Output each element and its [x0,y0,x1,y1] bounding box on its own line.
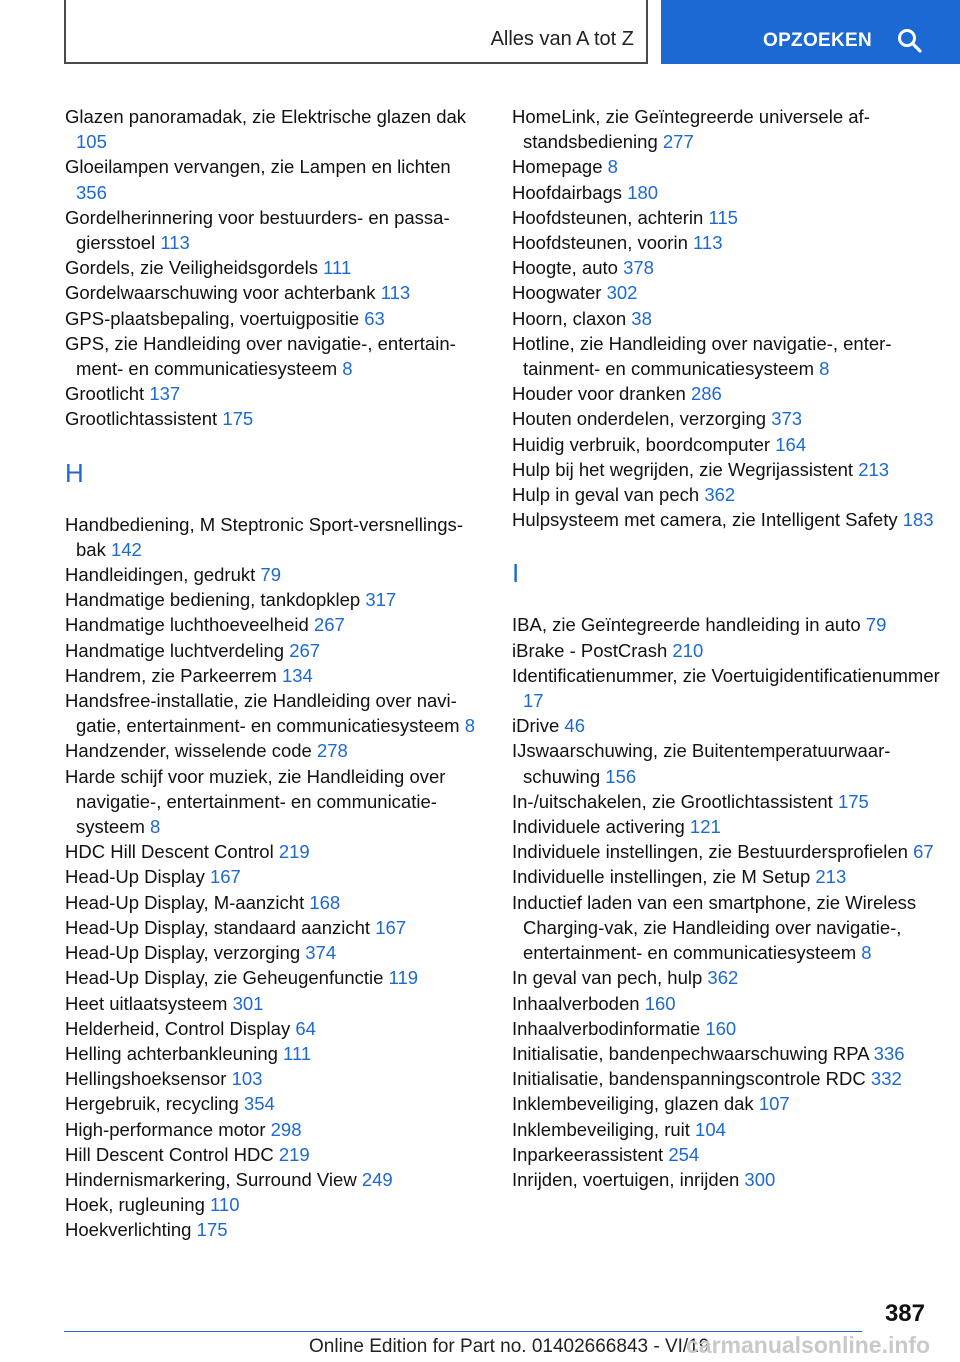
edition-text: Online Edition for Part no. 01402666843 - VI/19 [309,1336,710,1357]
page-link[interactable]: 298 [270,1118,302,1140]
page-link[interactable]: 267 [289,639,321,661]
entry-term: Handbediening, M Steptronic Sport-versnellingsbak [65,513,463,560]
page-link[interactable]: 167 [209,866,241,888]
entry-term: Heet uitlaatsysteem [65,992,228,1014]
entry-term: Gloeilampen vervangen, zie Lampen en lichten [65,156,451,178]
index-entry[interactable] [65,1091,485,1116]
page-link[interactable]: 219 [278,841,310,863]
page-link[interactable]: 219 [278,1143,310,1165]
index-entry[interactable] [65,154,485,204]
entry-term: GPS, zie Handleiding over navigatie-, entertainment- en communicatiesysteem [65,332,456,380]
index-entry[interactable] [65,940,485,965]
entry-term: Inparkeerassistent [512,1143,664,1165]
page-link[interactable]: 8 [150,816,161,838]
index-entry[interactable] [512,713,940,738]
entry-term: Handmatige luchthoeveelheid [65,614,309,636]
entry-list [65,512,485,1243]
entry-term: Hellingshoeksensor [65,1068,227,1090]
index-entry[interactable] [65,280,485,305]
page-link[interactable]: 213 [858,458,890,480]
page-link[interactable]: 134 [281,664,313,686]
entry-term: iBrake - PostCrash [512,639,668,661]
index-entry[interactable] [512,154,940,179]
page-link[interactable]: 111 [283,1042,312,1064]
index-entry[interactable] [512,104,940,154]
entry-term: Helderheid, Control Display [65,1017,291,1039]
index-entry[interactable] [512,381,940,406]
page-link[interactable]: 210 [672,639,704,661]
entry-term: Hotline, zie Handleiding over navigatie-, entertainment- en communicatiesysteem [512,332,892,380]
index-entry[interactable] [512,180,940,205]
page-link[interactable]: 160 [644,992,676,1014]
index-entry[interactable] [65,1192,485,1217]
entry-term: Inhaalverbodinformatie [512,1017,701,1039]
page-link[interactable]: 278 [316,740,348,762]
page-link[interactable]: 362 [704,484,736,506]
page-link[interactable]: 183 [902,509,934,531]
entry-term: Individuele instellingen, zie Bestuurdersprofielen [512,841,908,863]
page-link[interactable]: 354 [243,1093,275,1115]
index-column-left [65,104,485,1243]
index-entry[interactable] [65,306,485,331]
index-entry[interactable] [512,1117,940,1142]
index-entry[interactable] [512,814,940,839]
index-entry[interactable] [512,432,940,457]
index-entry[interactable] [65,764,485,840]
entry-term: Head-Up Display, verzorging [65,942,301,964]
entry-list [65,104,485,432]
entry-term: Gordelwaarschuwing voor achterbank [65,282,376,304]
entry-list [512,104,940,532]
index-entry[interactable] [512,965,940,990]
index-entry[interactable] [65,638,485,663]
page-link[interactable]: 142 [110,538,142,560]
index-entry[interactable] [65,381,485,406]
entry-term: Hoek, rugleuning [65,1194,205,1216]
entry-term: Head-Up Display, zie Geheugenfunctie [65,967,384,989]
page-link[interactable]: 46 [564,715,585,737]
page-link[interactable]: 362 [707,967,739,989]
page-link[interactable]: 8 [342,358,353,380]
index-entry[interactable] [512,205,940,230]
page-link[interactable]: 107 [758,1093,790,1115]
page-link[interactable]: 156 [605,765,637,787]
entry-term: In-/uitschakelen, zie Grootlichtassistent [512,790,833,812]
page-link[interactable]: 175 [837,790,869,812]
index-entry[interactable] [65,991,485,1016]
index-entry[interactable] [65,406,485,431]
search-icon [897,28,923,54]
page-link[interactable]: 267 [313,614,345,636]
index-entry[interactable] [512,1041,940,1066]
page-link[interactable]: 103 [231,1068,263,1090]
page-link[interactable]: 67 [913,841,934,863]
index-entry[interactable] [512,255,940,280]
entry-term: Head-Up Display, standaard aanzicht [65,916,371,938]
entry-term: Inhaalverboden [512,992,640,1014]
page-link[interactable]: 254 [668,1143,700,1165]
page-link[interactable]: 374 [305,942,337,964]
index-entry[interactable] [65,1142,485,1167]
page-link[interactable]: 175 [222,408,254,430]
index-entry[interactable] [512,406,940,431]
section-label: Alles van A tot Z [490,28,634,50]
entry-term: Hergebruik, recycling [65,1093,239,1115]
index-entry[interactable] [65,1167,485,1192]
entry-term: IJswaarschuwing, zie Buitentemperatuurwaarschuwing [512,740,891,787]
page-link[interactable]: 113 [160,232,190,254]
page-link[interactable]: 302 [606,282,638,304]
entry-term: Handsfree-installatie, zie Handleiding over navigatie, entertainment- en communicatiesysteem [65,690,460,737]
page-link[interactable]: 356 [76,181,107,203]
entry-term: iDrive [512,715,560,737]
entry-term: Hoogte, auto [512,257,618,279]
entry-term: Identificatienummer, zie Voertuigidentificatienummer [512,664,940,686]
page-link[interactable]: 137 [149,383,181,405]
page-link[interactable]: 300 [744,1168,776,1190]
page-link[interactable]: 17 [523,690,544,712]
entry-term: Homepage [512,156,603,178]
entry-term: Inklembeveiliging, glazen dak [512,1093,754,1115]
index-entry[interactable] [65,205,485,255]
index-entry[interactable] [512,789,940,814]
index-entry[interactable] [512,890,940,966]
entry-term: Hulpsysteem met camera, zie Intelligent Safety [512,509,898,531]
entry-term: Initialisatie, bandenpechwaarschuwing RPA [512,1042,869,1064]
entry-term: Hoofdsteunen, achterin [512,206,704,228]
entry-term: Head-Up Display [65,866,205,888]
entry-term: High-performance motor [65,1118,266,1140]
entry-term: GPS-plaatsbepaling, voertuigpositie [65,307,360,329]
index-entry[interactable] [65,864,485,889]
entry-term: HomeLink, zie Geïntegreerde universele afstandsbediening [512,106,870,153]
index-entry[interactable] [65,1041,485,1066]
page-link[interactable]: 249 [361,1168,393,1190]
header-section-tab[interactable] [64,0,648,64]
entry-term: Hoofdsteunen, voorin [512,232,688,254]
index-letter-heading: H [65,457,84,488]
entry-term: Handzender, wisselende code [65,740,312,762]
entry-term: Hoofdairbags [512,181,623,203]
entry-term: Hoorn, claxon [512,307,627,329]
index-entry[interactable] [512,1066,940,1091]
page-link[interactable]: 180 [627,181,659,203]
page-link[interactable]: 160 [705,1017,737,1039]
page-link[interactable]: 8 [819,358,830,380]
index-entry[interactable] [512,991,940,1016]
index-entry[interactable] [65,1217,485,1242]
page-link[interactable]: 113 [693,232,723,254]
index-entry[interactable] [65,839,485,864]
page-link[interactable]: 301 [232,992,264,1014]
entry-term: Handmatige luchtverdeling [65,639,285,661]
entry-term: Handleidingen, gedrukt [65,564,256,586]
entry-term: Handmatige bediening, tankdopklep [65,589,361,611]
entry-term: Helling achterbankleuning [65,1042,278,1064]
entry-term: Hoekverlichting [65,1219,192,1241]
page-link[interactable]: 38 [631,307,652,329]
entry-term: Hulp bij het wegrijden, zie Wegrijassistent [512,458,854,480]
entry-term: Gordelherinnering voor bestuurders- en passagiersstoel [65,206,450,254]
entry-term: Gordels, zie Veiligheidsgordels [65,257,318,279]
page-link[interactable]: 64 [295,1017,316,1039]
page-link[interactable]: 115 [708,206,738,228]
entry-term: Hulp in geval van pech [512,484,700,506]
page-number: 387 [884,1300,925,1327]
entry-term: Harde schijf voor muziek, zie Handleiding over navigatie-, entertainment- en communicatiesysteem [65,765,446,838]
index-entry[interactable] [512,1167,940,1192]
entry-term: Grootlichtassistent [65,408,218,430]
index-entry[interactable] [65,331,485,381]
search-button[interactable] [661,0,960,64]
index-entry[interactable] [512,1091,940,1116]
index-entry[interactable] [512,738,940,788]
page-link[interactable]: 79 [260,564,281,586]
index-entry[interactable] [65,255,485,280]
entry-term: Houten onderdelen, verzorging [512,408,767,430]
page-link[interactable]: 63 [364,307,385,329]
page-link[interactable]: 119 [388,967,419,989]
index-entry[interactable] [512,280,940,305]
entry-term: IBA, zie Geïntegreerde handleiding in auto [512,614,861,636]
entry-term: Initialisatie, bandenspanningscontrole RDC [512,1068,866,1090]
entry-term: Glazen panoramadak, zie Elektrische glazen dak [65,106,467,127]
entry-term: Inrijden, voertuigen, inrijden [512,1168,740,1190]
page-link[interactable]: 111 [323,257,352,279]
page-link[interactable]: 110 [210,1194,240,1216]
page-link[interactable]: 373 [771,408,803,430]
page-link[interactable]: 8 [607,156,618,178]
watermark: carmanualsonline.info [686,1332,931,1358]
index-entry[interactable] [65,587,485,612]
index-entry[interactable] [512,839,940,864]
entry-term: Inductief laden van een smartphone, zie Wireless Charging-vak, zie Handleiding over navigatie-, entertainment- en communicatiesysteem [512,891,917,964]
index-entry[interactable] [65,1016,485,1041]
entry-term: Head-Up Display, M-aanzicht [65,891,305,913]
entry-term: Handrem, zie Parkeerrem [65,664,277,686]
index-entry[interactable] [65,688,485,738]
page-link[interactable]: 164 [775,433,807,455]
index-entry[interactable] [512,230,940,255]
page-link[interactable]: 105 [76,131,107,153]
entry-term: Hindernismarkering, Surround View [65,1168,357,1190]
entry-term: Houder voor dranken [512,383,686,405]
page-link[interactable]: 378 [623,257,654,279]
entry-term: In geval van pech, hulp [512,967,703,989]
index-entry[interactable] [65,612,485,637]
page-link[interactable]: 168 [309,891,341,913]
index-entry[interactable] [65,663,485,688]
page-link[interactable]: 8 [861,942,872,964]
page-link[interactable]: 213 [815,866,847,888]
index-entry[interactable] [512,864,940,889]
page-link[interactable]: 167 [375,916,407,938]
index-entry[interactable] [65,965,485,990]
page-link[interactable]: 121 [689,816,721,838]
entry-term: Hill Descent Control HDC [65,1143,274,1165]
entry-term: Individuele activering [512,816,685,838]
index-entry[interactable] [512,331,940,381]
page-link[interactable]: 332 [870,1068,902,1090]
page-link[interactable]: 277 [662,131,694,153]
index-entry[interactable] [512,482,940,507]
entry-term: HDC Hill Descent Control [65,841,274,863]
index-entry[interactable] [65,104,485,154]
index-letter-heading: I [512,558,520,589]
index-entry[interactable] [512,663,940,713]
index-column-right [512,104,940,1192]
page-link[interactable]: 336 [873,1042,905,1064]
index-entry[interactable] [512,306,940,331]
page-link[interactable]: 8 [464,715,475,737]
index-entry[interactable] [65,1117,485,1142]
entry-term: Individuelle instellingen, zie M Setup [512,866,811,888]
index-entry[interactable] [512,612,940,637]
page-link[interactable]: 286 [690,383,722,405]
entry-list [512,612,940,1192]
index-entry[interactable] [512,1142,940,1167]
index-entry[interactable] [65,512,485,562]
entry-term: Hoogwater [512,282,602,304]
index-entry[interactable] [65,890,485,915]
index-entry[interactable] [512,1016,940,1041]
index-entry[interactable] [512,638,940,663]
entry-term: Huidig verbruik, boordcomputer [512,433,771,455]
index-entry[interactable] [65,738,485,763]
page-link[interactable]: 317 [365,589,397,611]
entry-term: Grootlicht [65,383,145,405]
page-link[interactable]: 104 [695,1118,726,1140]
page-link[interactable]: 175 [196,1219,228,1241]
page-link[interactable]: 79 [865,614,887,636]
entry-term: Inklembeveiliging, ruit [512,1118,690,1140]
search-label: OPZOEKEN [763,30,873,51]
index-entry[interactable] [512,457,940,482]
index-entry[interactable] [65,562,485,587]
page-link[interactable]: 113 [380,282,411,304]
index-entry[interactable] [65,915,485,940]
index-entry[interactable] [65,1066,485,1091]
index-entry[interactable] [512,507,940,532]
